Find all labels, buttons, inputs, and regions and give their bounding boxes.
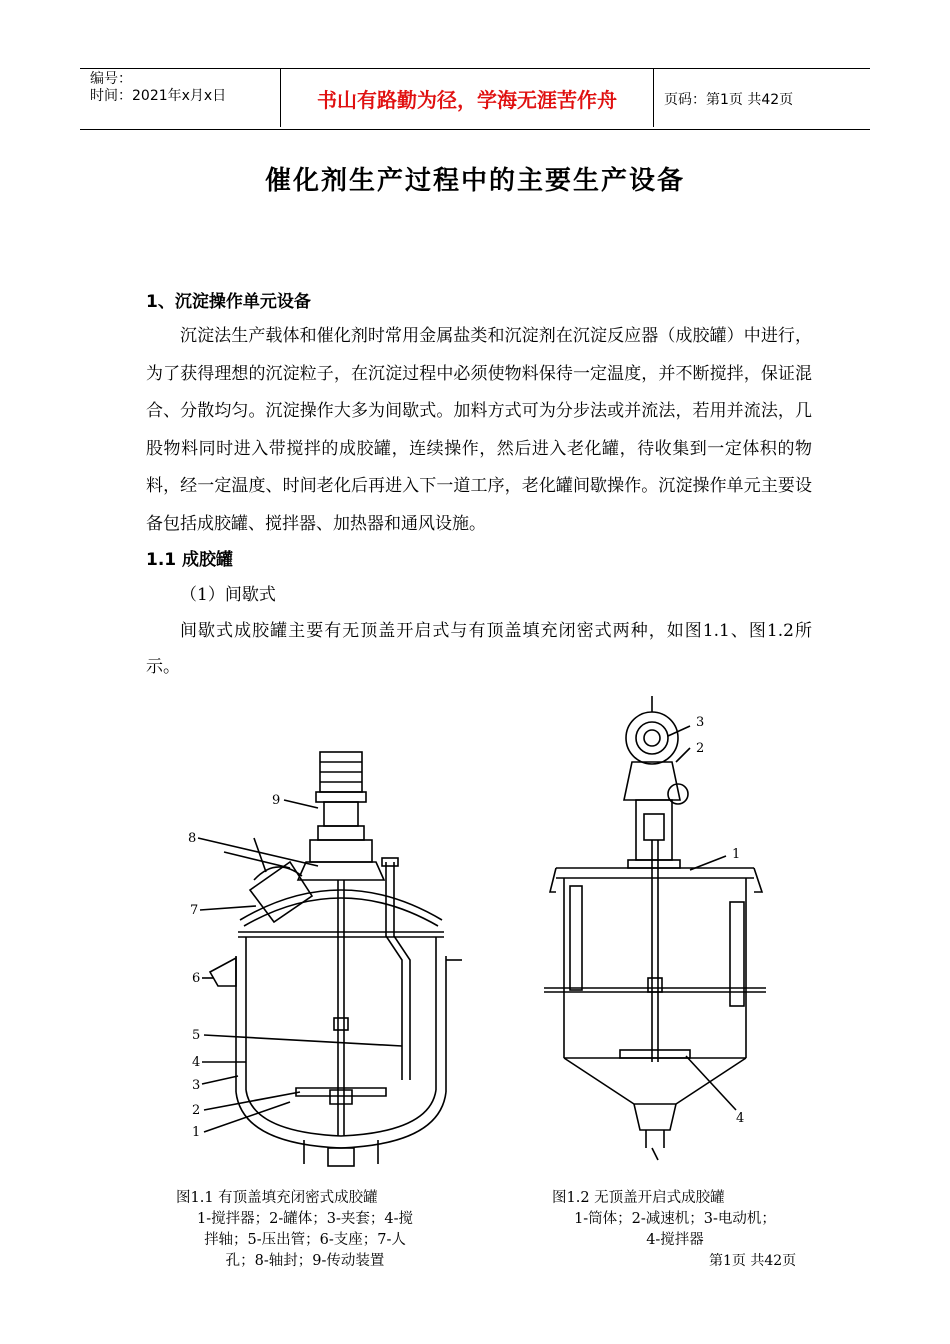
figure-1-1-drawing [180, 740, 470, 1180]
motor-housing [626, 712, 678, 764]
section-1-1-heading: 1.1 成胶罐 [146, 550, 234, 570]
figure-1-1-caption [170, 1188, 440, 1272]
figure-1-1-callout-2: 2 [192, 1103, 201, 1118]
figure-1-1-legend-line-2: 拌轴；5-压出管；6-支座；7-人 [204, 1232, 406, 1248]
figure-1-1-callout-6: 6 [192, 971, 201, 986]
figure-1-1-legend-line-1: 1-搅拌器；2-罐体；3-夹套；4-搅 [197, 1211, 413, 1227]
figure-1-2-callout-2: 2 [696, 741, 705, 756]
figure-1-1-callout-4: 4 [192, 1055, 201, 1070]
figure-1-1-callout-3: 3 [192, 1078, 201, 1093]
page-title: 催化剂生产过程中的主要生产设备 [264, 166, 685, 196]
figure-1-2-callout-3: 3 [696, 715, 705, 730]
header-meta [80, 69, 280, 129]
page-header [80, 68, 870, 130]
figure-1-2-legend-line-2: 4-搅拌器 [646, 1232, 704, 1248]
document-number-label: 编号： [90, 71, 132, 87]
figure-1-2-drawing [540, 690, 790, 1180]
section-1 [146, 288, 812, 685]
figure-1-2-title: 图1.2 无顶盖开启式成胶罐 [552, 1190, 725, 1206]
figure-1-1-callout-8: 8 [188, 831, 197, 846]
header-page-info: 页码：第1页 共42页 [664, 92, 794, 108]
section-1-1-subheading: （1）间歇式 [180, 585, 276, 605]
figure-1-2-caption [540, 1188, 810, 1251]
figure-1-2-callout-4: 4 [736, 1111, 745, 1126]
document-date-label: 时间：2021年x月x日 [90, 88, 227, 104]
section-1-paragraph: 沉淀法生产载体和催化剂时常用金属盐类和沉淀剂在沉淀反应器（成胶罐）中进行，为了获得理想的沉淀粒子，在沉淀过程中必须使物料保待一定温度，并不断搅拌，保证混合、分散均匀。沉淀操作大多为间歇式。加料方式可为分步法或并流法，若用并流法，几股物料同时进入带搅拌的成胶罐，连续操作，然后进入老化罐，待收集到一定体积的物料，经一定温度、时间老化后再进入下一道工序，老化罐间歇操作。沉淀操作单元主要设备包括成胶罐、搅拌器、加热器和通风设施。 [146, 326, 812, 534]
figure-1-1-legend-line-3: 孔；8-轴封；9-传动装置 [225, 1253, 385, 1269]
figure-1-1-callout-1: 1 [192, 1125, 201, 1140]
figure-1-1-callout-7: 7 [190, 903, 199, 918]
figure-1-1-title: 图1.1 有顶盖填充闭密式成胶罐 [176, 1190, 378, 1206]
header-motto: 书山有路勤为径，学海无涯苦作舟 [280, 69, 654, 127]
figure-1-1-callout-9: 9 [272, 793, 281, 808]
figure-1-2-legend-line-1: 1-筒体；2-减速机；3-电动机； [574, 1211, 776, 1227]
section-1-heading: 1、沉淀操作单元设备 [146, 292, 311, 312]
page-footer: 第1页 共42页 [709, 1253, 797, 1269]
figure-1-1-callout-5: 5 [192, 1028, 201, 1043]
figure-1-2-callout-1: 1 [732, 847, 741, 862]
section-1-1-paragraph: 间歇式成胶罐主要有无顶盖开启式与有顶盖填充闭密式两种，如图1.1、图1.2所示。 [146, 621, 812, 677]
